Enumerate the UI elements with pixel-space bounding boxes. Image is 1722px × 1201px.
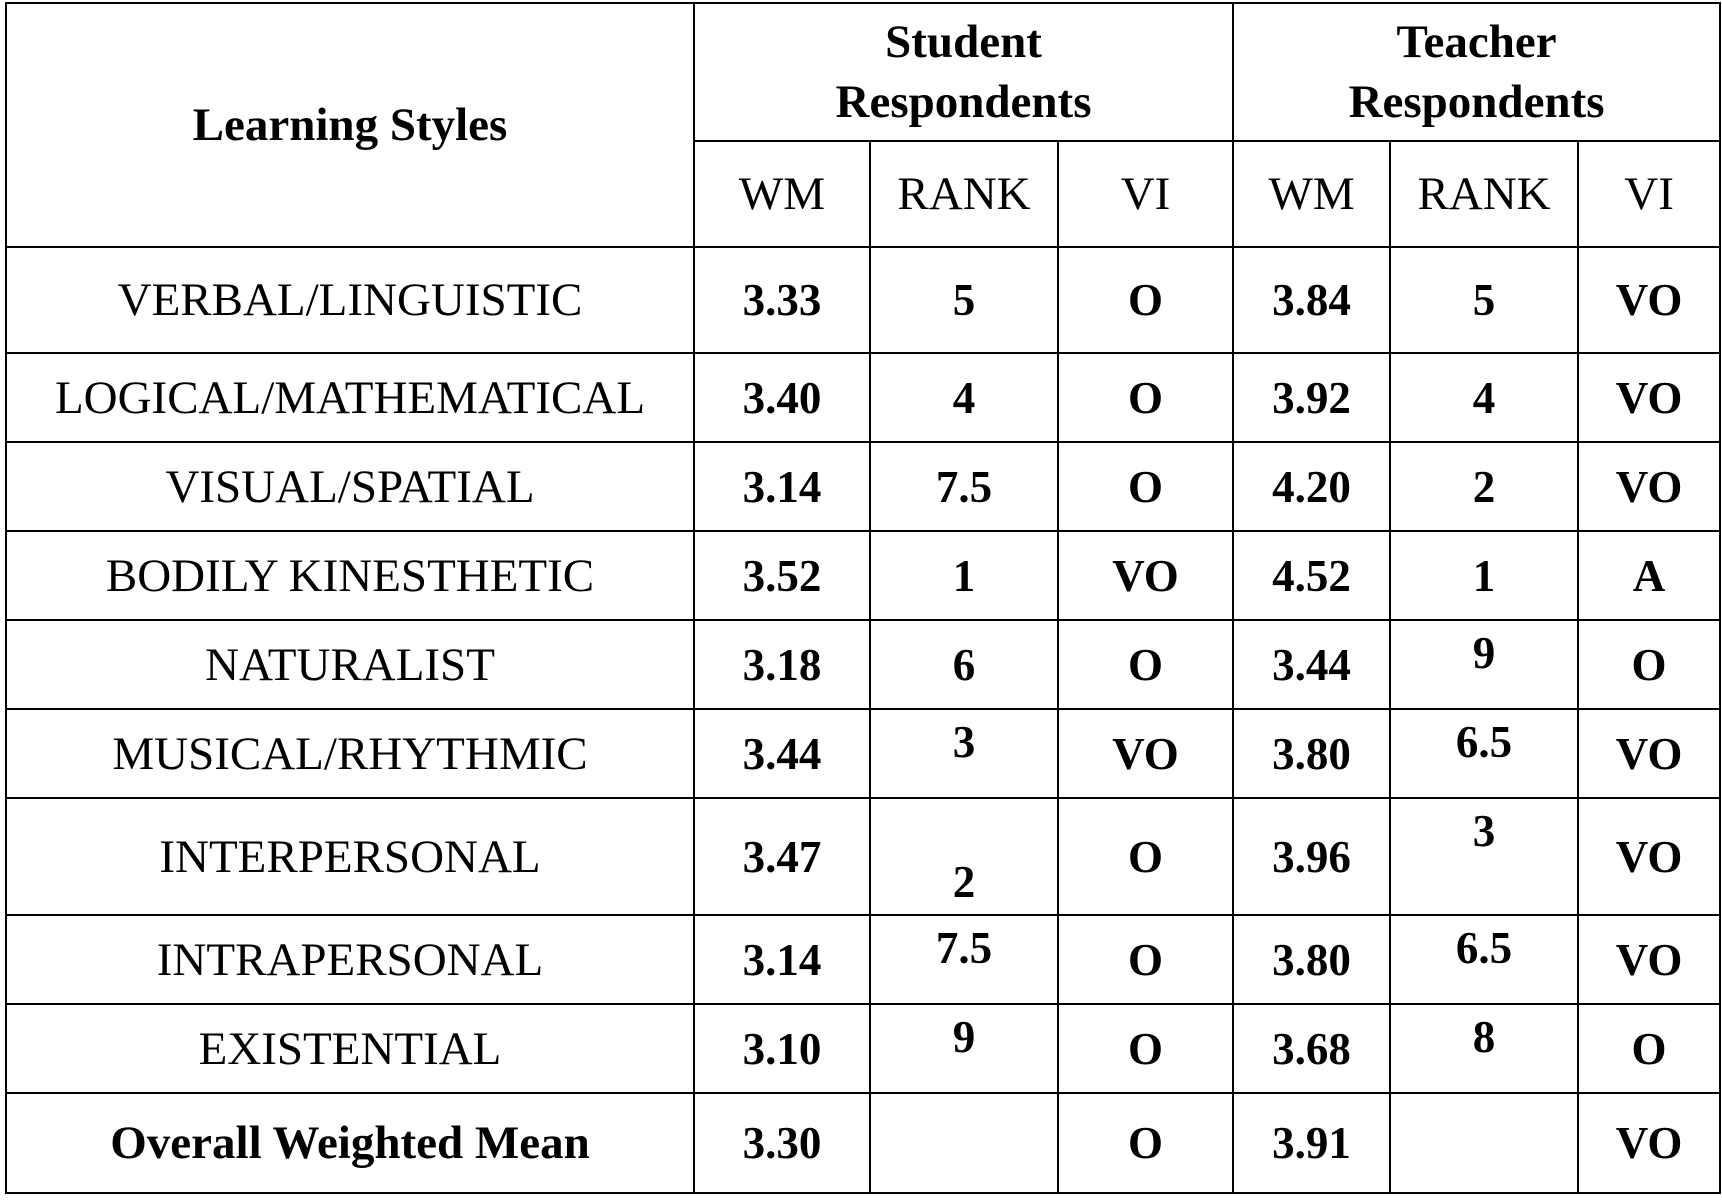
table-row <box>6 353 1720 442</box>
header-student-respondents-label: Student Respondents <box>835 15 1092 128</box>
learning-styles-table <box>5 2 1721 1194</box>
teacher-wm-cell: 3.96 <box>1233 798 1390 915</box>
teacher-rank-cell: 1 <box>1390 531 1578 620</box>
teacher-wm-cell: 3.68 <box>1233 1004 1390 1093</box>
header-teacher-respondents-label: Teacher Respondents <box>1348 15 1605 128</box>
teacher-wm-cell: 3.80 <box>1233 915 1390 1004</box>
teacher-vi-cell: VO <box>1578 709 1720 798</box>
student-wm-cell: 3.40 <box>694 353 870 442</box>
header-teacher-respondents <box>1233 3 1720 141</box>
student-vi-cell: VO <box>1058 531 1233 620</box>
student-vi-cell: O <box>1058 247 1233 353</box>
table-row <box>6 915 1720 1004</box>
overall-teacher-wm: 3.91 <box>1233 1093 1390 1193</box>
teacher-wm-cell: 3.80 <box>1233 709 1390 798</box>
teacher-rank-cell: 6.5 <box>1390 709 1578 798</box>
teacher-rank-cell: 4 <box>1390 353 1578 442</box>
table-row <box>6 442 1720 531</box>
header-student-rank: RANK <box>870 141 1058 247</box>
teacher-wm-cell: 3.44 <box>1233 620 1390 709</box>
teacher-rank-cell: 2 <box>1390 442 1578 531</box>
student-vi-cell: O <box>1058 442 1233 531</box>
teacher-vi-cell: VO <box>1578 353 1720 442</box>
student-vi-cell: O <box>1058 353 1233 442</box>
header-student-wm: WM <box>694 141 870 247</box>
teacher-rank-cell: 3 <box>1390 798 1578 915</box>
teacher-rank-cell: 8 <box>1390 1004 1578 1093</box>
table-row <box>6 1004 1720 1093</box>
student-wm-cell: 3.10 <box>694 1004 870 1093</box>
learning-style-label: LOGICAL/MATHEMATICAL <box>6 353 694 442</box>
header-teacher-rank: RANK <box>1390 141 1578 247</box>
overall-label: Overall Weighted Mean <box>6 1093 694 1193</box>
student-vi-cell: O <box>1058 798 1233 915</box>
header-student-respondents <box>694 3 1233 141</box>
learning-style-label: MUSICAL/RHYTHMIC <box>6 709 694 798</box>
teacher-vi-cell: VO <box>1578 798 1720 915</box>
overall-student-vi: O <box>1058 1093 1233 1193</box>
student-wm-cell: 3.44 <box>694 709 870 798</box>
overall-teacher-rank <box>1390 1093 1578 1193</box>
learning-style-label: BODILY KINESTHETIC <box>6 531 694 620</box>
teacher-rank-cell: 6.5 <box>1390 915 1578 1004</box>
learning-style-label: VISUAL/SPATIAL <box>6 442 694 531</box>
header-row-top <box>6 3 1720 141</box>
student-wm-cell: 3.33 <box>694 247 870 353</box>
table-row <box>6 247 1720 353</box>
header-student-vi: VI <box>1058 141 1233 247</box>
student-vi-cell: O <box>1058 1004 1233 1093</box>
header-teacher-wm: WM <box>1233 141 1390 247</box>
teacher-rank-cell: 5 <box>1390 247 1578 353</box>
learning-style-label: EXISTENTIAL <box>6 1004 694 1093</box>
student-rank-cell: 4 <box>870 353 1058 442</box>
teacher-vi-cell: VO <box>1578 247 1720 353</box>
learning-style-label: NATURALIST <box>6 620 694 709</box>
student-rank-cell: 9 <box>870 1004 1058 1093</box>
student-wm-cell: 3.18 <box>694 620 870 709</box>
teacher-wm-cell: 3.84 <box>1233 247 1390 353</box>
teacher-wm-cell: 3.92 <box>1233 353 1390 442</box>
student-vi-cell: VO <box>1058 709 1233 798</box>
learning-style-label: INTRAPERSONAL <box>6 915 694 1004</box>
header-teacher-vi: VI <box>1578 141 1720 247</box>
student-rank-cell: 7.5 <box>870 915 1058 1004</box>
table-row <box>6 709 1720 798</box>
student-vi-cell: O <box>1058 620 1233 709</box>
teacher-rank-cell: 9 <box>1390 620 1578 709</box>
learning-style-label: INTERPERSONAL <box>6 798 694 915</box>
overall-student-rank <box>870 1093 1058 1193</box>
table-row <box>6 798 1720 915</box>
student-wm-cell: 3.47 <box>694 798 870 915</box>
student-rank-cell: 5 <box>870 247 1058 353</box>
teacher-vi-cell: A <box>1578 531 1720 620</box>
table-row <box>6 620 1720 709</box>
student-rank-cell: 3 <box>870 709 1058 798</box>
teacher-vi-cell: VO <box>1578 915 1720 1004</box>
student-wm-cell: 3.52 <box>694 531 870 620</box>
student-rank-cell: 2 <box>870 798 1058 915</box>
student-rank-cell: 1 <box>870 531 1058 620</box>
student-rank-cell: 6 <box>870 620 1058 709</box>
student-wm-cell: 3.14 <box>694 915 870 1004</box>
student-vi-cell: O <box>1058 915 1233 1004</box>
learning-style-label: VERBAL/LINGUISTIC <box>6 247 694 353</box>
teacher-wm-cell: 4.20 <box>1233 442 1390 531</box>
teacher-vi-cell: VO <box>1578 442 1720 531</box>
student-wm-cell: 3.14 <box>694 442 870 531</box>
teacher-wm-cell: 4.52 <box>1233 531 1390 620</box>
overall-teacher-vi: VO <box>1578 1093 1720 1193</box>
header-learning-styles: Learning Styles <box>6 3 694 247</box>
teacher-vi-cell: O <box>1578 1004 1720 1093</box>
overall-student-wm: 3.30 <box>694 1093 870 1193</box>
teacher-vi-cell: O <box>1578 620 1720 709</box>
student-rank-cell: 7.5 <box>870 442 1058 531</box>
table-row <box>6 531 1720 620</box>
overall-row <box>6 1093 1720 1193</box>
